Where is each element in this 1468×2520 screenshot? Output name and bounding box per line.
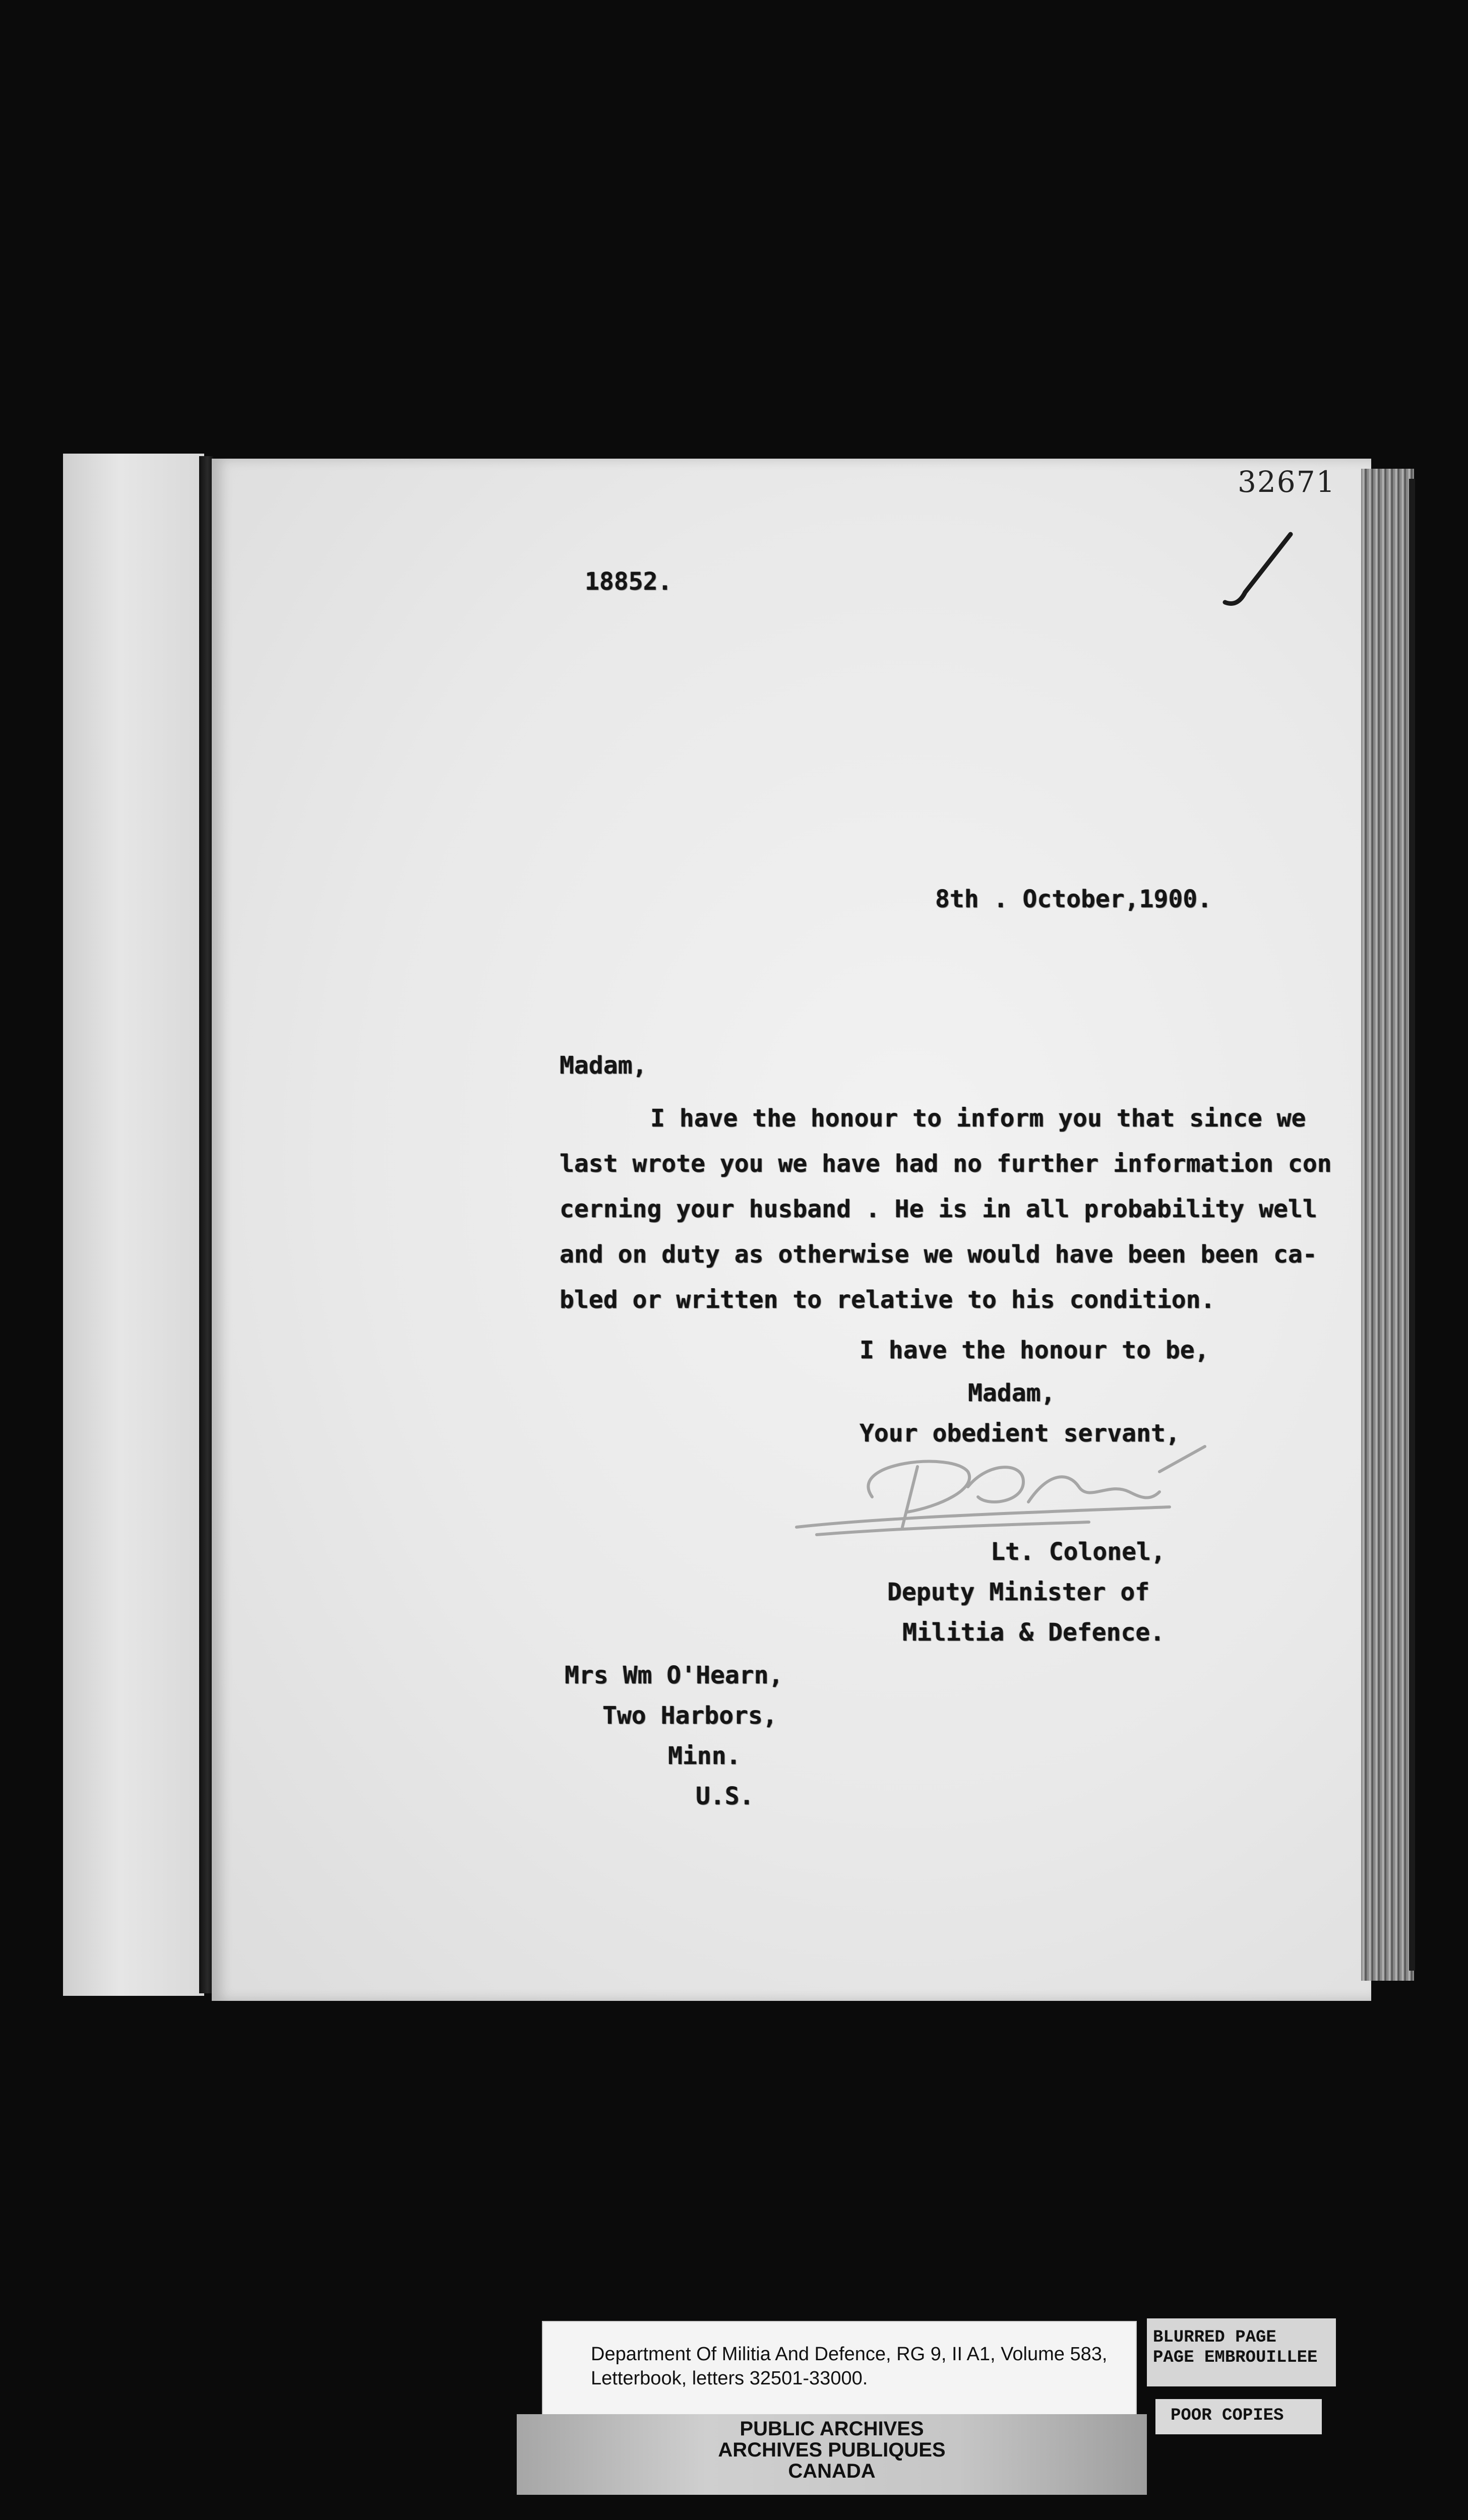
file-number: 18852.	[585, 568, 672, 596]
page-stack-shadow	[1409, 479, 1415, 1971]
archives-label	[517, 2414, 1147, 2495]
left-facing-page	[63, 454, 204, 1996]
address-line: U.S.	[696, 1782, 754, 1810]
closing-line: Madam,	[968, 1379, 1056, 1407]
citation-line: Department Of Militia And Defence, RG 9, II A1, Volume 583,	[591, 2344, 1108, 2365]
letter-body	[560, 1106, 1332, 1333]
citation-label	[542, 2321, 1137, 2417]
address-line: Mrs Wm O'Hearn,	[565, 1661, 783, 1689]
letter-date: 8th . October,1900.	[935, 885, 1212, 913]
signer-line: Lt. Colonel,	[991, 1538, 1166, 1566]
address-line: Minn.	[668, 1742, 741, 1770]
salutation: Madam,	[560, 1051, 647, 1080]
body-line: cerning your husband . He is in all probability well	[560, 1195, 1317, 1223]
citation-line: Letterbook, letters 32501-33000.	[591, 2368, 868, 2389]
archives-line: ARCHIVES PUBLIQUES	[718, 2439, 946, 2461]
closing-line: Your obedient servant,	[860, 1419, 1180, 1447]
poor-copies-label: POOR COPIES	[1155, 2399, 1322, 2434]
body-line: bled or written to relative to his condition.	[560, 1286, 1215, 1314]
page-number: 32671	[1238, 465, 1336, 499]
closing-line: I have the honour to be,	[860, 1336, 1209, 1364]
check-mark-icon	[1215, 527, 1301, 617]
blurred-line: BLURRED PAGE	[1153, 2328, 1276, 2347]
body-line: I have the honour to inform you that since we	[650, 1104, 1306, 1132]
page-stack-edges	[1361, 469, 1414, 1981]
book-gutter	[199, 456, 213, 1993]
archives-line: PUBLIC ARCHIVES	[740, 2418, 924, 2440]
signer-line: Deputy Minister of	[887, 1578, 1150, 1606]
body-line: last wrote you we have had no further information con	[560, 1150, 1332, 1178]
signer-line: Militia & Defence.	[902, 1618, 1165, 1647]
address-line: Two Harbors,	[602, 1702, 777, 1730]
blurred-page-label	[1147, 2318, 1336, 2386]
archives-line: CANADA	[788, 2460, 876, 2482]
body-line: and on duty as otherwise we would have been been ca-	[560, 1240, 1317, 1269]
blurred-line: PAGE EMBROUILLEE	[1153, 2348, 1318, 2367]
